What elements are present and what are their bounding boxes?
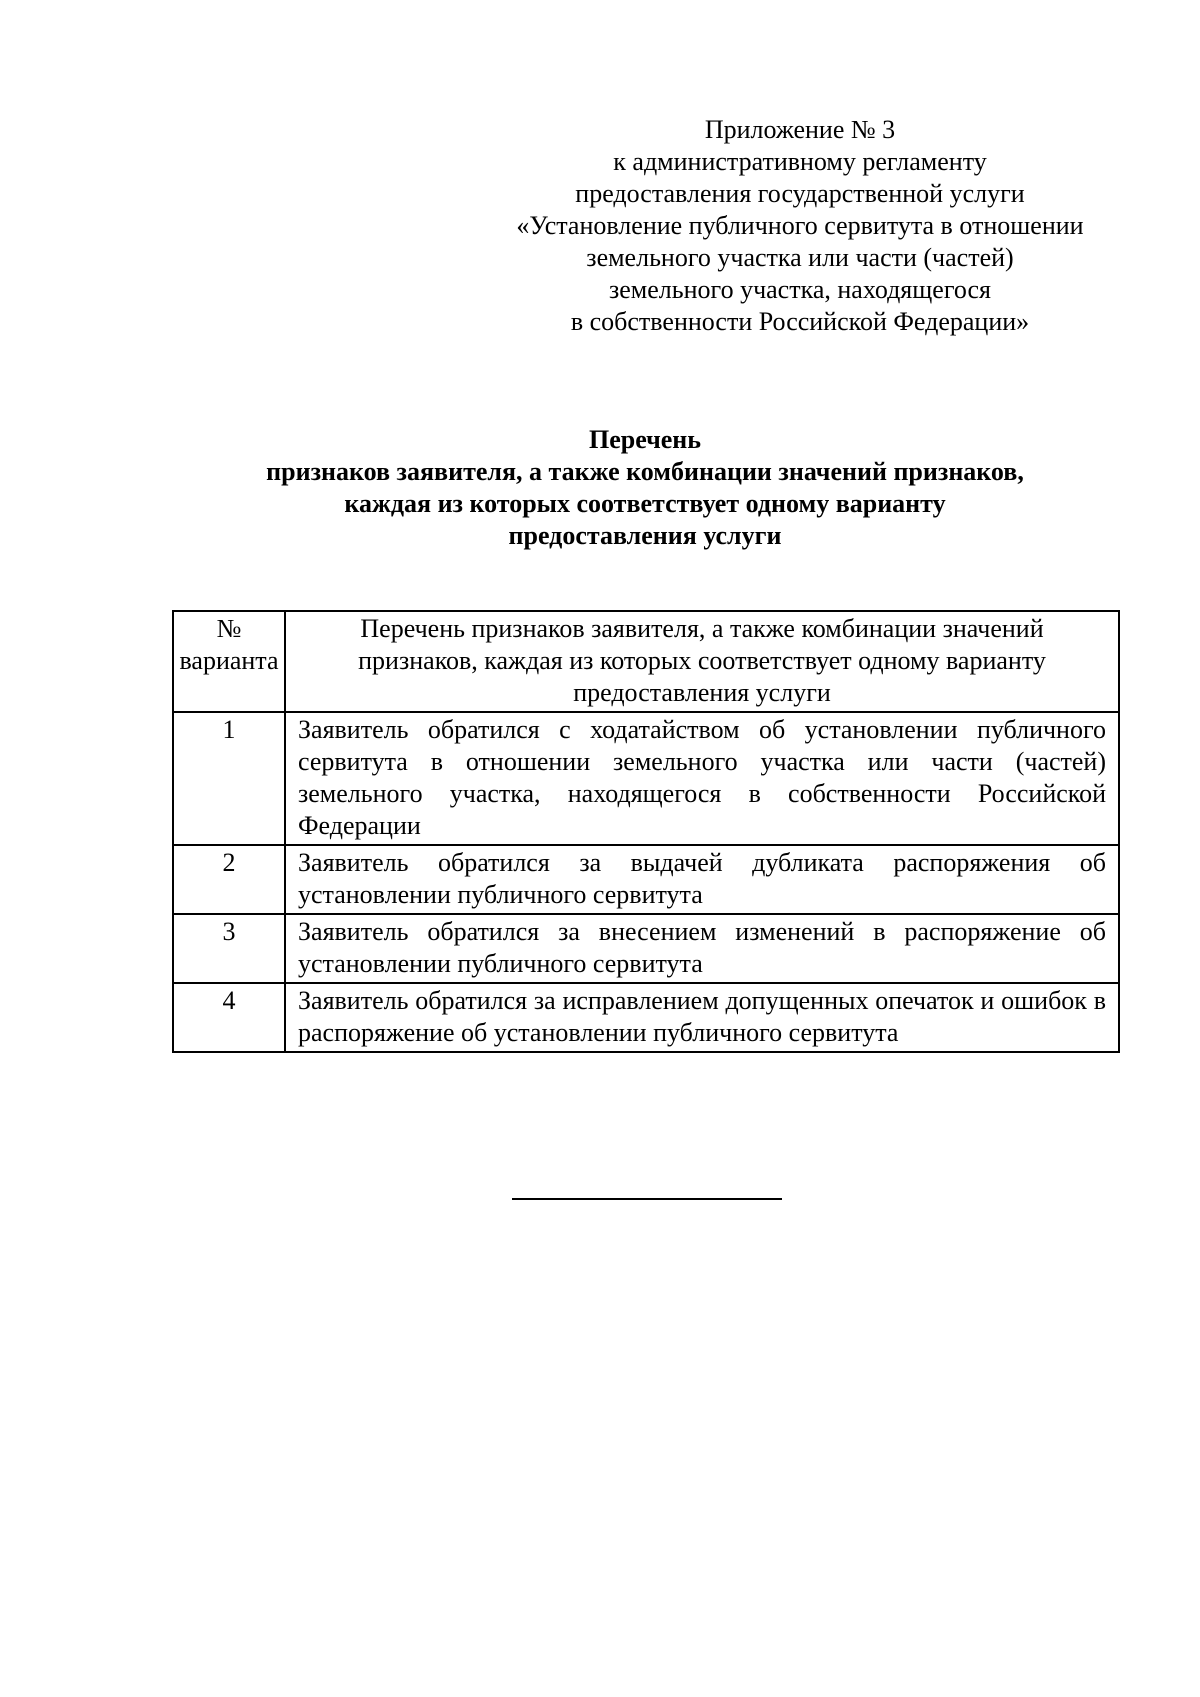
header-number-sign: № (216, 614, 242, 643)
row-variant-number: 2 (173, 845, 285, 914)
row-variant-text: Заявитель обратился за выдачей дубликата распоряжения об установлении публичного сервитута (285, 845, 1119, 914)
title-line-3: каждая из которых соответствует одному варианту (344, 489, 946, 518)
row-variant-number: 3 (173, 914, 285, 983)
title-line-1: Перечень (588, 425, 702, 454)
header-variant-word: варианта (179, 646, 279, 675)
row-variant-text: Заявитель обратился за внесением изменений в распоряжение об установлении публичного сервитута (285, 914, 1119, 983)
row-variant-number: 4 (173, 983, 285, 1052)
closing-separator-line (512, 1198, 782, 1200)
appendix-line-service: предоставления государственной услуги (575, 179, 1025, 208)
table-row (173, 914, 1119, 983)
appendix-line-regulation: к административному регламенту (613, 147, 987, 176)
table-row (173, 845, 1119, 914)
variants-table (172, 610, 1120, 1053)
appendix-line-service-name-4: в собственности Российской Федерации» (570, 307, 1030, 336)
header-variant-number (173, 611, 285, 712)
appendix-line-service-name-3: земельного участка, находящегося (609, 275, 991, 304)
row-variant-text: Заявитель обратился за исправлением допущенных опечаток и ошибок в распоряжение об установлении публичного сервитута (285, 983, 1119, 1052)
header-description: Перечень признаков заявителя, а также комбинации значений признаков, каждая из которых соответствует одному варианту предоставления услуги (285, 611, 1119, 712)
title-line-4: предоставления услуги (508, 521, 782, 550)
appendix-line-number: Приложение № 3 (704, 115, 896, 144)
title-line-2: признаков заявителя, а также комбинации значений признаков, (266, 457, 1024, 486)
document-title (170, 424, 1120, 552)
table-header-row (173, 611, 1119, 712)
appendix-line-service-name-1: «Установление публичного сервитута в отношении (516, 211, 1084, 240)
row-variant-text: Заявитель обратился с ходатайством об установлении публичного сервитута в отношении земельного участка или части (частей) земельного участка, находящегося в собственности Российской Федерации (285, 712, 1119, 845)
row-variant-number: 1 (173, 712, 285, 845)
appendix-line-service-name-2: земельного участка или части (частей) (586, 243, 1014, 272)
table-row (173, 983, 1119, 1052)
appendix-header (470, 114, 1130, 338)
table-row (173, 712, 1119, 845)
